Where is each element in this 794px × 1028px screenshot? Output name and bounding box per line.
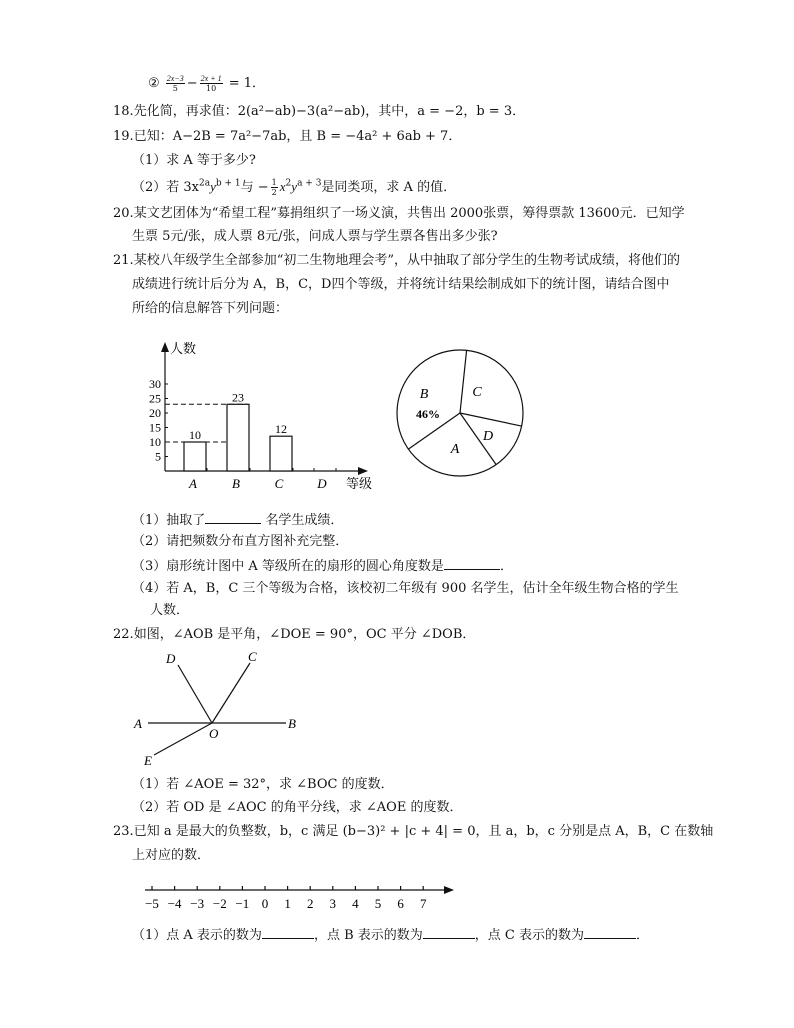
question-23-line2: 上对应的数． [132, 848, 211, 863]
question-20-line1: 20.某文艺团体为“希望工程”募捐组织了一场义演，共售出 2000张票，筹得票款 13600元．已知学 [113, 206, 685, 221]
number-line-label: 2 [306, 896, 314, 911]
x-tick-label-A: A [189, 476, 197, 491]
label-c: C [248, 649, 257, 664]
number-line-label: 1 [284, 896, 291, 911]
question-21-part4-line1: （4）若 A，B，C 三个等级为合格，该校初二年级有 900 名学生，估计全年级生物合格的学生 [132, 581, 679, 596]
question-20-line2: 生票 5元/张，成人票 8元/张，问成人票与学生票各售出多少张? [132, 229, 498, 244]
ray-oc [212, 663, 250, 723]
number-line-label: −2 [212, 896, 227, 911]
angle-figure [128, 645, 318, 773]
y-tick-label: 15 [149, 420, 161, 435]
number-line-label: 6 [397, 896, 404, 911]
question-22-part1: （1）若 ∠AOE = 32°，求 ∠BOC 的度数． [132, 777, 394, 792]
number-line-label: −5 [145, 896, 159, 911]
bar-C [270, 436, 292, 471]
question-22: 22.如图，∠AOB 是平角，∠DOE = 90°，OC 平分 ∠DOB． [113, 627, 476, 642]
label-e: E [144, 753, 152, 768]
x-axis-label: 等级 [346, 476, 373, 491]
question-19-part1: （1）求 A 等于多少? [132, 153, 256, 168]
number-line-label: 5 [374, 896, 382, 911]
y-tick-label: 25 [149, 391, 161, 406]
fraction: $\frac{2x + 1}{10}$ [200, 74, 222, 93]
number-line-label: 7 [419, 896, 427, 911]
question-18: 18.先化简，再求值：2(a²−ab)−3(a²−ab)，其中，a = −2，b = 3． [113, 104, 526, 119]
label-d: D [166, 651, 176, 666]
number-line-arrow [444, 886, 454, 894]
y-tick-label: 5 [155, 449, 161, 464]
number-line-label: 0 [261, 896, 269, 911]
pie-label-A: A [450, 442, 460, 457]
answer-blank[interactable] [262, 925, 314, 939]
pie-label-C: C [472, 385, 482, 400]
number-line-label: 3 [329, 896, 337, 911]
x-axis-arrow [358, 467, 368, 475]
bar-A [184, 442, 206, 471]
label-b: B [288, 716, 296, 731]
bar-chart [140, 336, 380, 496]
number-line-label: −4 [167, 896, 182, 911]
question-21-part4-line2: 人数． [150, 603, 190, 618]
pie-chart [390, 343, 530, 483]
question-21-part2: （2）请把频数分布直方图补充完整． [132, 534, 349, 549]
label-a: A [134, 716, 142, 731]
number-line [140, 880, 460, 916]
ray-oe [154, 723, 212, 755]
answer-blank[interactable] [423, 925, 475, 939]
question-19: 19.已知：A−2B = 7a²−7ab，且 B = −4a² + 6ab + 7． [113, 129, 462, 144]
q17-part2: ② $\frac{2x-3}{5}$ − $\frac{2x + 1}{10}$ = 1． [148, 74, 266, 93]
number-line-label: 4 [352, 896, 359, 911]
y-axis-label: 人数 [170, 341, 197, 356]
x-tick-label-B: B [232, 476, 240, 491]
y-tick-label: 20 [149, 406, 161, 420]
ray-od [178, 665, 212, 723]
pie-percent-B: 46% [416, 407, 440, 421]
data-label-C: 12 [275, 422, 287, 437]
question-21-part3: （3）扇形统计图中 A 等级所在的扇形的圆心角度数是 ． [132, 556, 513, 576]
fraction: $\frac{2x-3}{5}$ [166, 74, 184, 93]
question-21-part1: （1）抽取了 名学生成绩． [132, 510, 343, 530]
question-21-line2: 成绩进行统计后分为 A，B，C，D四个等级，并将统计结果绘制成如下的统计图，请结合图中 [132, 277, 670, 292]
question-22-part2: （2）若 OD 是 ∠AOC 的角平分线，求 ∠AOE 的度数． [132, 800, 463, 815]
x-tick-label-D: D [317, 476, 327, 491]
question-21-line1: 21.某校八年级学生全部参加“初二生物地理会考”，从中抽取了部分学生的生物考试成绩，将他们的 [113, 253, 680, 268]
answer-blank[interactable] [205, 510, 261, 524]
answer-blank[interactable] [584, 925, 636, 939]
number-line-label: −1 [235, 896, 250, 911]
x-tick-label-C: C [274, 476, 284, 491]
answer-blank[interactable] [444, 556, 500, 570]
question-19-part2: （2）若 $3x^{2a}y^{b + 1}$与 − $\frac{1}{2}$ $x^2y^{a + 3}$是同类项，求 A 的值． [132, 178, 457, 197]
label-o: O [209, 726, 219, 741]
y-axis-arrow [161, 342, 169, 352]
question-23-line1: 23.已知 a 是最大的负整数，b，c 满足 (b−3)² + |c + 4| = 0，且 a，b，c 分别是点 A，B，C 在数轴 [113, 824, 714, 839]
data-label-A: 10 [189, 428, 201, 442]
data-label-B: 23 [232, 390, 244, 405]
y-tick-label: 30 [149, 377, 161, 391]
question-21-line3: 所给的信息解答下列问题： [132, 301, 289, 316]
pie-label-D: D [482, 429, 494, 444]
question-23-part1: （1）点 A 表示的数为 ，点 B 表示的数为 ，点 C 表示的数为 ． [132, 925, 649, 945]
number-line-label: −3 [190, 896, 205, 911]
y-tick-label: 10 [149, 435, 161, 449]
pie-label-B: B [419, 387, 429, 402]
bar-B [227, 404, 249, 471]
